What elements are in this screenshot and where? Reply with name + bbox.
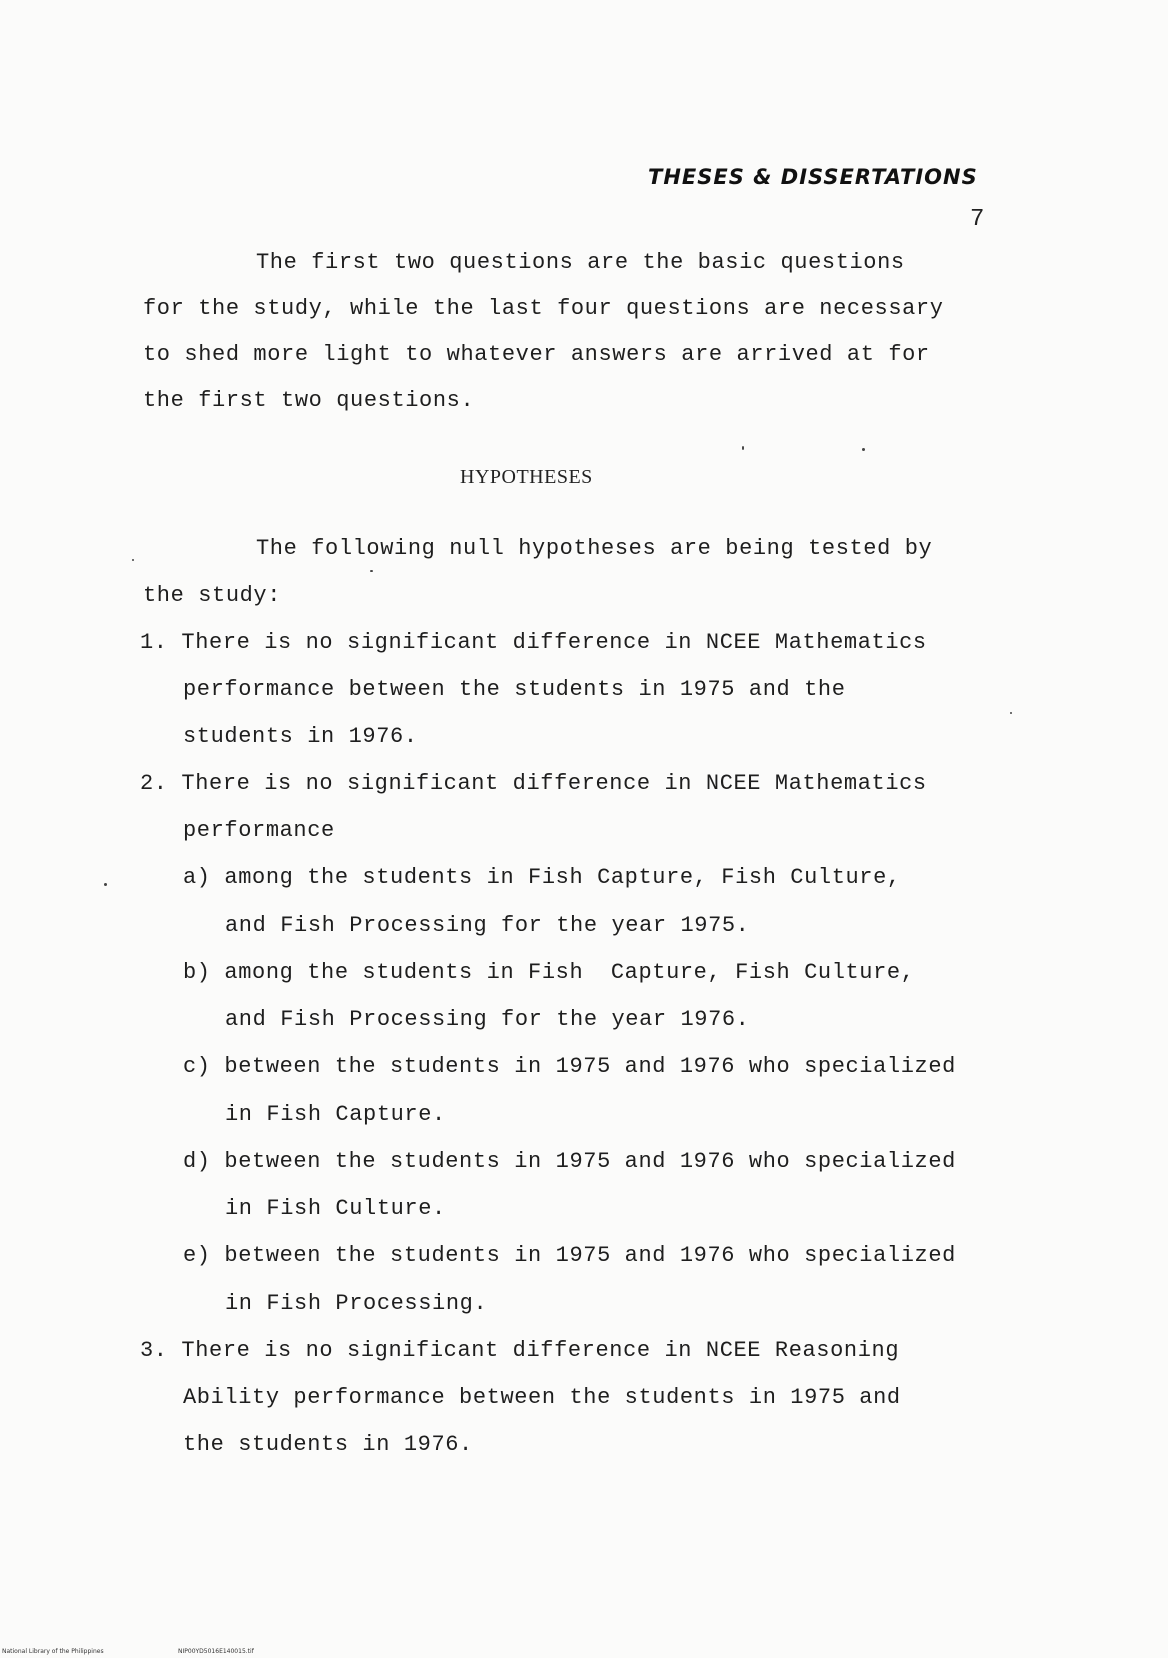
subitem-e-line: in Fish Processing.	[225, 1291, 488, 1316]
theses-dissertations-stamp: THESES & DISSERTATIONS	[648, 165, 978, 189]
scan-speck	[370, 570, 373, 572]
scan-speck	[104, 883, 107, 886]
page-number: 7	[970, 206, 985, 233]
subitem-c-line: in Fish Capture.	[225, 1102, 446, 1127]
subitem-d-line: d) between the students in 1975 and 1976 who specialized	[183, 1149, 956, 1174]
footer-filename: NIP00YD5016E140015.tif	[178, 1648, 254, 1655]
lead-line: the study:	[143, 583, 282, 608]
scan-speck	[132, 559, 134, 561]
subitem-a-line: and Fish Processing for the year 1975.	[225, 913, 750, 938]
hypothesis-3-line: the students in 1976.	[183, 1432, 473, 1457]
lead-line: The following null hypotheses are being tested by	[256, 536, 933, 561]
intro-line: for the study, while the last four questions are necessary	[143, 296, 944, 321]
subitem-e-line: e) between the students in 1975 and 1976 who specialized	[183, 1243, 956, 1268]
scan-speck	[742, 446, 744, 450]
intro-line: The first two questions are the basic questions	[256, 250, 905, 275]
footer-library: National Library of the Philippines	[2, 1648, 104, 1655]
hypothesis-3-line: 3. There is no significant difference in NCEE Reasoning	[140, 1338, 900, 1363]
section-heading: HYPOTHESES	[460, 466, 593, 488]
hypothesis-2-line: performance	[183, 818, 335, 843]
subitem-d-line: in Fish Culture.	[225, 1196, 446, 1221]
subitem-c-line: c) between the students in 1975 and 1976 who specialized	[183, 1054, 956, 1079]
scan-speck	[1010, 712, 1012, 714]
intro-line: the first two questions.	[143, 388, 475, 413]
subitem-b-line: b) among the students in Fish Capture, Fish Culture,	[183, 960, 915, 985]
hypothesis-1-line: students in 1976.	[183, 724, 418, 749]
hypothesis-1-line: 1. There is no significant difference in NCEE Mathematics	[140, 630, 927, 655]
scan-speck	[862, 448, 865, 451]
hypothesis-1-line: performance between the students in 1975 and the	[183, 677, 846, 702]
hypothesis-3-line: Ability performance between the students in 1975 and	[183, 1385, 901, 1410]
subitem-a-line: a) among the students in Fish Capture, Fish Culture,	[183, 865, 901, 890]
intro-line: to shed more light to whatever answers are arrived at for	[143, 342, 930, 367]
hypothesis-2-line: 2. There is no significant difference in NCEE Mathematics	[140, 771, 927, 796]
subitem-b-line: and Fish Processing for the year 1976.	[225, 1007, 750, 1032]
